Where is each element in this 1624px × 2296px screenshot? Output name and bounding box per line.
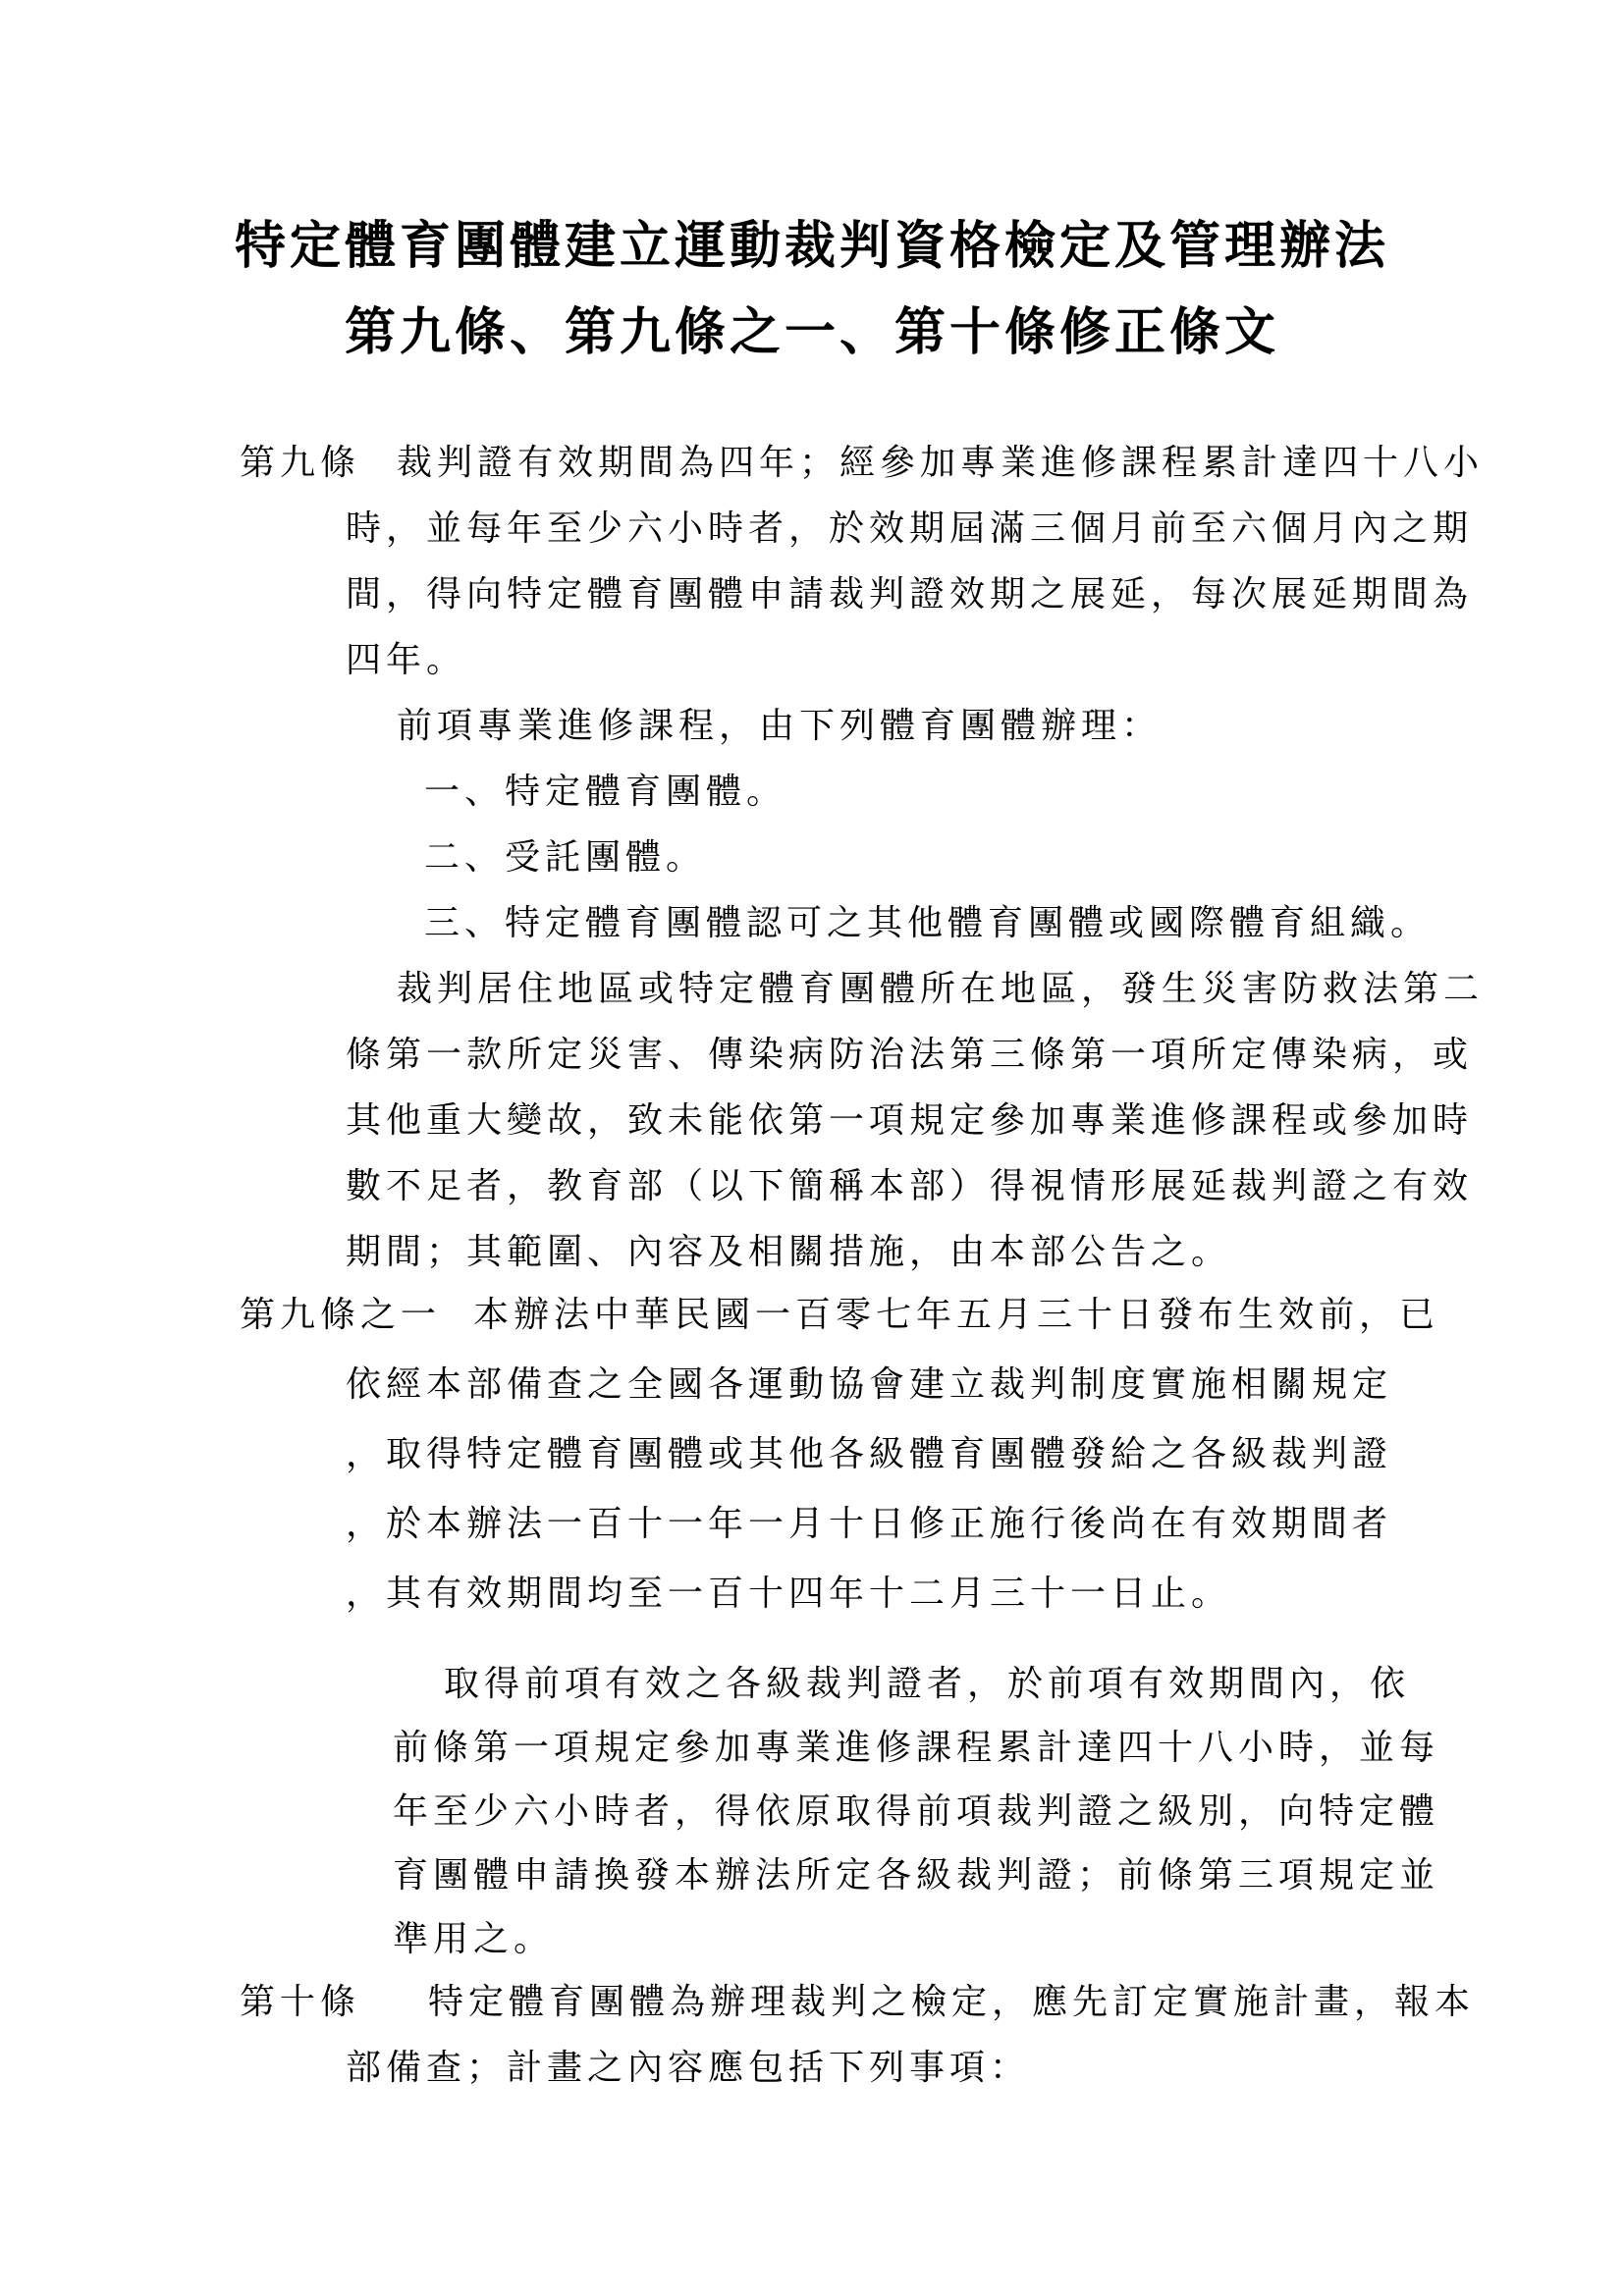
- article-9-list-item: 三、特定體育團體認可之其他體育團體或國際體育組織。: [424, 903, 1432, 943]
- article-9-1-p2-line: 取得前項有效之各級裁判證者，於前項有效期間內，依: [444, 1664, 1411, 1704]
- article-10-p1-line: 部備查；計畫之內容應包括下列事項：: [346, 2048, 1031, 2088]
- document-title-line-1: 特定體育團體建立運動裁判資格檢定及管理辦法: [234, 217, 1389, 276]
- article-9-list-item: 二、受託團體。: [424, 837, 707, 878]
- article-9-p3-line: 條第一款所定災害、傳染病防治法第三條第一項所定傳染病，或: [346, 1035, 1474, 1075]
- article-9-p3-line: 其他重大變故，致未能依第一項規定參加專業進修課程或參加時: [346, 1100, 1474, 1141]
- article-9-p3-line: 數不足者，教育部（以下簡稱本部）得視情形展延裁判證之有效: [346, 1166, 1474, 1206]
- article-9-label: 第九條: [240, 443, 361, 483]
- document-title-line-2: 第九條、第九條之一、第十條修正條文: [344, 303, 1279, 362]
- article-9-1-p2-line: 育團體申請換發本辦法所定各級裁判證；前條第三項規定並: [393, 1855, 1440, 1896]
- article-9-1-p1-line: 本辦法中華民國一百零七年五月三十日發布生效前，已: [473, 1295, 1440, 1335]
- article-9-1-p1-line: ，其有效期間均至一百十四年十二月三十一日止。: [346, 1574, 1232, 1614]
- article-9-1-p1-line: ，取得特定體育團體或其他各級體育團體發給之各級裁判證: [346, 1434, 1393, 1474]
- article-10-label: 第十條: [240, 1982, 361, 2022]
- article-10-p1-line: 特定體育團體為辦理裁判之檢定，應先訂定實施計畫，報本: [428, 1982, 1476, 2022]
- article-9-1-p2-line: 準用之。: [393, 1919, 555, 1959]
- article-9-p3-line: 期間；其範圍、內容及相關措施，由本部公告之。: [346, 1232, 1232, 1272]
- article-9-1-label: 第九條之一: [240, 1295, 442, 1335]
- article-9-1-p2-line: 前條第一項規定參加專業進修課程累計達四十八小時，並每: [393, 1728, 1440, 1768]
- article-9-1-p1-line: 依經本部備查之全國各運動協會建立裁判制度實施相關規定: [346, 1364, 1393, 1405]
- article-9-list-item: 一、特定體育團體。: [424, 772, 787, 812]
- article-9-1-p1-line: ，於本辦法一百十一年一月十日修正施行後尚在有效期間者: [346, 1504, 1393, 1544]
- article-9-p3-line: 裁判居住地區或特定體育團體所在地區，發生災害防救法第二: [397, 969, 1485, 1009]
- article-9-p1-line: 時，並每年至少六小時者，於效期屆滿三個月前至六個月內之期: [346, 508, 1474, 549]
- article-9-p2: 前項專業進修課程，由下列體育團體辦理：: [397, 706, 1163, 746]
- article-9-p1-line: 四年。: [346, 640, 467, 680]
- article-9-p1-line: 間，得向特定體育團體申請裁判證效期之展延，每次展延期間為: [346, 574, 1474, 614]
- article-9-p1-line: 裁判證有效期間為四年；經參加專業進修課程累計達四十八小: [397, 443, 1485, 483]
- article-9-1-p2-line: 年至少六小時者，得依原取得前項裁判證之級別，向特定體: [393, 1791, 1440, 1832]
